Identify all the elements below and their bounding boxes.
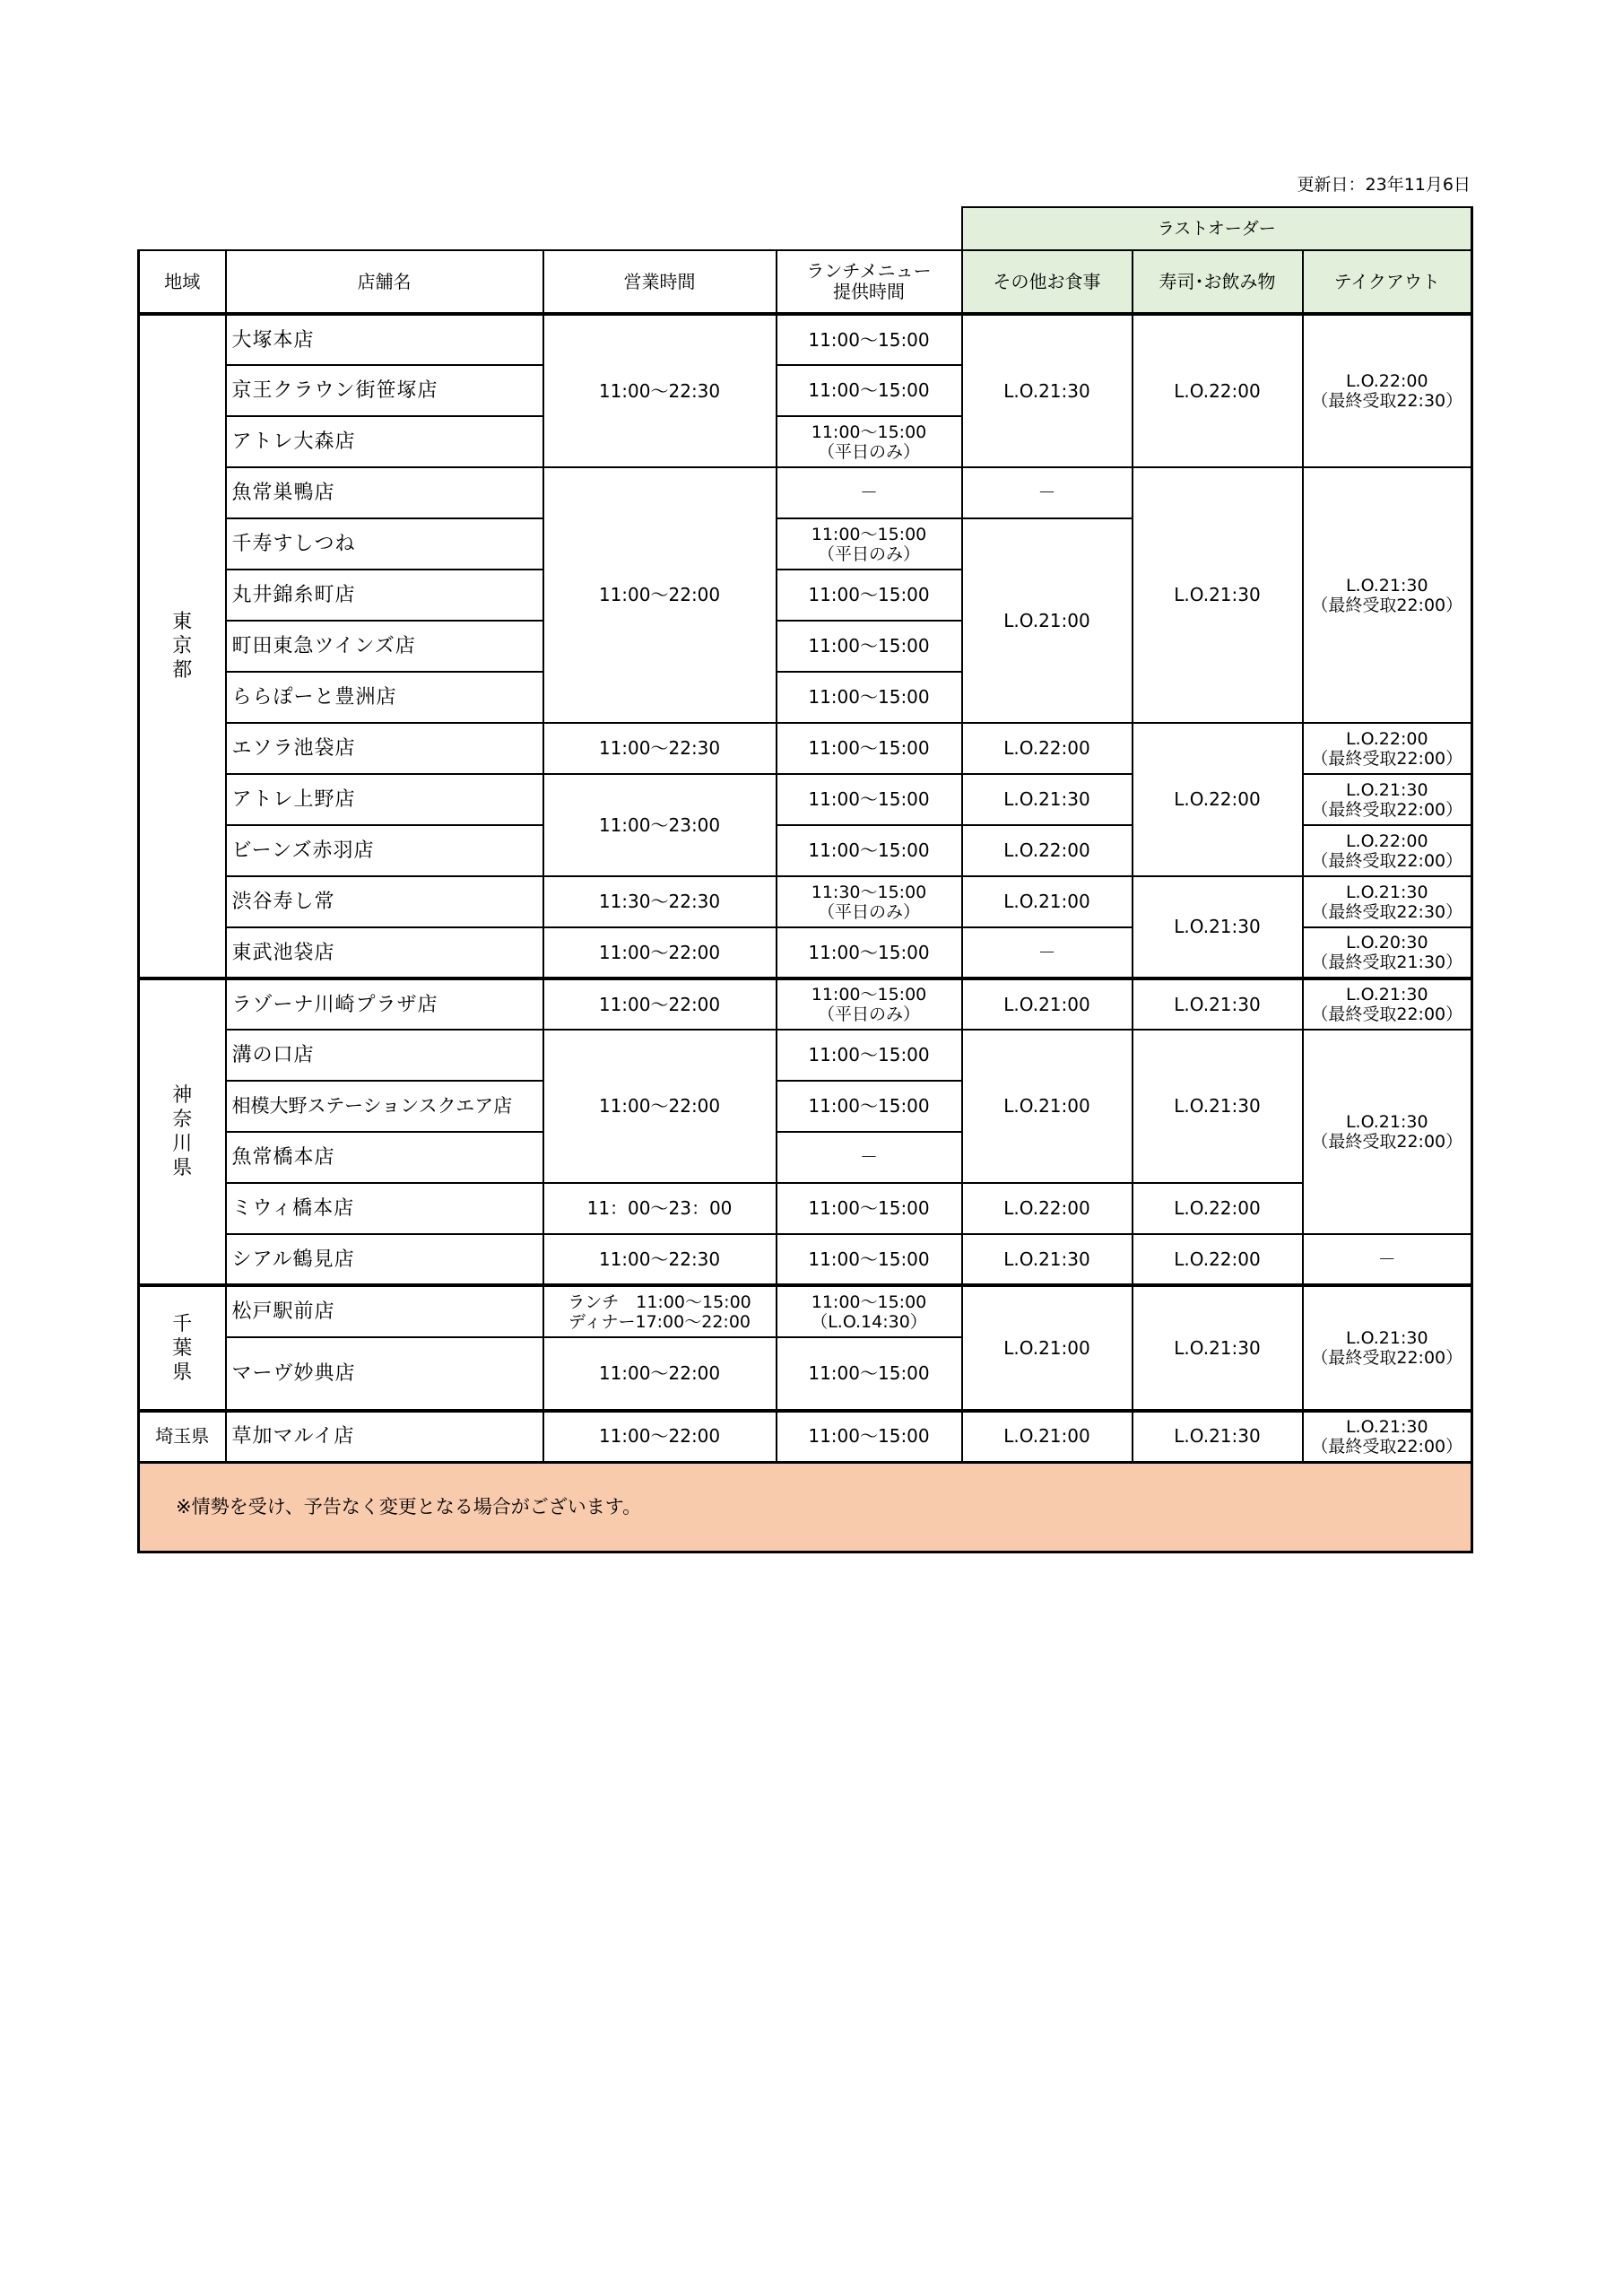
region-header: 地域: [139, 250, 226, 314]
table-row: [139, 314, 1472, 365]
hours-cell: 11:00～22:30: [543, 1234, 777, 1285]
lunch-cell: 11:00～15:00: [777, 1337, 962, 1411]
hours-cell: 11:00～22:00: [543, 467, 777, 723]
lunch-cell: －: [777, 467, 962, 518]
lo-food-cell: L.O.21:30: [962, 1234, 1133, 1285]
lunch-cell: 11:00～15:00: [777, 314, 962, 365]
hours-cell: ランチ 11:00～15:00 ディナー17:00～22:00: [543, 1285, 777, 1337]
last-order-header: ラストオーダー: [962, 207, 1472, 250]
table-row: [139, 467, 1472, 518]
takeout-cell: L.O.20:30 （最終受取21:30）: [1303, 927, 1472, 978]
takeout-cell: L.O.21:30 （最終受取22:00）: [1303, 978, 1472, 1030]
lo-food-cell: L.O.21:30: [962, 774, 1133, 825]
lo-food-cell: －: [962, 927, 1133, 978]
lunch-cell: 11:00～15:00: [777, 927, 962, 978]
lunch-cell: 11:00～15:00 （平日のみ）: [777, 416, 962, 467]
lunch-cell: 11:00～15:00: [777, 1234, 962, 1285]
store-name: 大塚本店: [226, 314, 543, 365]
lunch-cell: 11:00～15:00: [777, 672, 962, 723]
lo-food-cell: L.O.21:00: [962, 1411, 1133, 1462]
store-name: エソラ池袋店: [226, 723, 543, 774]
store-name: 千寿すしつね: [226, 518, 543, 570]
hours-header: 営業時間: [543, 250, 777, 314]
hours-cell: 11:00～22:00: [543, 1030, 777, 1183]
store-name: ラゾーナ川崎プラザ店: [226, 978, 543, 1030]
lunch-cell: 11:00～15:00: [777, 570, 962, 621]
takeout-header: テイクアウト: [1303, 250, 1472, 314]
store-header: 店舗名: [226, 250, 543, 314]
lunch-cell: 11:00～15:00: [777, 1081, 962, 1132]
store-name: 丸井錦糸町店: [226, 570, 543, 621]
lo-sushi-cell: L.O.21:30: [1133, 1030, 1303, 1183]
takeout-cell: L.O.21:30 （最終受取22:00）: [1303, 774, 1472, 825]
lunch-cell: 11:00～15:00: [777, 723, 962, 774]
table-row: [139, 1285, 1472, 1337]
lo-sushi-cell: L.O.21:30: [1133, 1285, 1303, 1411]
lunch-cell: 11:00～15:00: [777, 1030, 962, 1081]
lo-sushi-cell: L.O.21:30: [1133, 467, 1303, 723]
lo-sushi-cell: L.O.21:30: [1133, 876, 1303, 978]
takeout-cell: L.O.22:00 （最終受取22:00）: [1303, 825, 1472, 876]
hours-cell: 11:00～22:00: [543, 1337, 777, 1411]
hours-cell: 11:00～22:00: [543, 1411, 777, 1462]
lo-sushi-cell: L.O.21:30: [1133, 1411, 1303, 1462]
store-hours-table: [137, 206, 1473, 1553]
lunch-cell: 11:00～15:00 （L.O.14:30）: [777, 1285, 962, 1337]
lo-sushi-cell: L.O.22:00: [1133, 314, 1303, 467]
hours-cell: 11:00～22:00: [543, 978, 777, 1030]
takeout-cell: L.O.21:30 （最終受取22:00）: [1303, 1411, 1472, 1462]
lo-food-cell: L.O.21:00: [962, 876, 1133, 927]
table-row: [139, 1411, 1472, 1462]
lunch-cell: 11:00～15:00 （平日のみ）: [777, 518, 962, 570]
lunch-cell: 11:30～15:00 （平日のみ）: [777, 876, 962, 927]
store-name: 相模大野ステーションスクエア店: [226, 1081, 543, 1132]
lunch-header: ランチメニュー 提供時間: [777, 250, 962, 314]
lo-food-cell: L.O.21:00: [962, 518, 1133, 723]
table-row: [139, 978, 1472, 1030]
takeout-cell: －: [1303, 1234, 1472, 1285]
notice: ※情勢を受け、予告なく変更となる場合がございます。: [139, 1462, 1472, 1552]
hours-cell: 11:00～23:00: [543, 774, 777, 876]
lunch-cell: 11:00～15:00: [777, 774, 962, 825]
lo-food-cell: L.O.21:30: [962, 314, 1133, 467]
lunch-cell: 11:00～15:00 （平日のみ）: [777, 978, 962, 1030]
store-name: 町田東急ツインズ店: [226, 621, 543, 672]
region-saitama: 埼玉県: [139, 1411, 226, 1462]
table-row: [139, 1234, 1472, 1285]
store-name: 草加マルイ店: [226, 1411, 543, 1462]
hours-cell: 11：00～23：00: [543, 1183, 777, 1234]
store-name: ミウィ橋本店: [226, 1183, 543, 1234]
store-name: 渋谷寿し常: [226, 876, 543, 927]
header-spacer: [139, 207, 962, 250]
lo-food-cell: L.O.21:00: [962, 1030, 1133, 1183]
store-name: 京王クラウン街笹塚店: [226, 365, 543, 416]
takeout-cell: L.O.22:00 （最終受取22:30）: [1303, 314, 1472, 467]
store-name: 松戸駅前店: [226, 1285, 543, 1337]
store-name: 魚常橋本店: [226, 1132, 543, 1183]
lo-food-cell: L.O.22:00: [962, 825, 1133, 876]
region-kanagawa: 神 奈 川 県: [139, 978, 226, 1285]
table-row: [139, 1030, 1472, 1081]
other-food-header: その他お食事: [962, 250, 1133, 314]
store-name: 東武池袋店: [226, 927, 543, 978]
hours-cell: 11:00～22:30: [543, 723, 777, 774]
store-name: ららぽーと豊洲店: [226, 672, 543, 723]
table-row: [139, 723, 1472, 774]
lunch-cell: 11:00～15:00: [777, 825, 962, 876]
lunch-cell: 11:00～15:00: [777, 365, 962, 416]
lo-sushi-cell: L.O.22:00: [1133, 1234, 1303, 1285]
lo-food-cell: L.O.21:00: [962, 1285, 1133, 1411]
table-row: [139, 876, 1472, 927]
lo-food-cell: L.O.22:00: [962, 1183, 1133, 1234]
store-name: シアル鶴見店: [226, 1234, 543, 1285]
lo-sushi-cell: L.O.22:00: [1133, 1183, 1303, 1234]
store-name: アトレ上野店: [226, 774, 543, 825]
lo-sushi-cell: L.O.21:30: [1133, 978, 1303, 1030]
lo-food-cell: L.O.21:00: [962, 978, 1133, 1030]
lunch-cell: 11:00～15:00: [777, 1411, 962, 1462]
lunch-cell: 11:00～15:00: [777, 621, 962, 672]
lo-food-cell: －: [962, 467, 1133, 518]
takeout-cell: L.O.21:30 （最終受取22:00）: [1303, 1030, 1472, 1234]
region-chiba: 千 葉 県: [139, 1285, 226, 1411]
hours-cell: 11:00～22:30: [543, 314, 777, 467]
takeout-cell: L.O.21:30 （最終受取22:00）: [1303, 467, 1472, 723]
table-row: [139, 1183, 1472, 1234]
takeout-cell: L.O.21:30 （最終受取22:00）: [1303, 1285, 1472, 1411]
hours-cell: 11:00～22:00: [543, 927, 777, 978]
update-date: 更新日：23年11月6日: [1297, 175, 1471, 195]
takeout-cell: L.O.21:30 （最終受取22:30）: [1303, 876, 1472, 927]
lunch-cell: －: [777, 1132, 962, 1183]
store-name: 魚常巣鴨店: [226, 467, 543, 518]
store-name: 溝の口店: [226, 1030, 543, 1081]
store-name: アトレ大森店: [226, 416, 543, 467]
takeout-cell: L.O.22:00 （最終受取22:00）: [1303, 723, 1472, 774]
sushi-drinks-header: 寿司･お飲み物: [1133, 250, 1303, 314]
lunch-cell: 11:00～15:00: [777, 1183, 962, 1234]
store-name: ビーンズ赤羽店: [226, 825, 543, 876]
hours-cell: 11:30～22:30: [543, 876, 777, 927]
store-name: マーヴ妙典店: [226, 1337, 543, 1411]
region-tokyo: 東 京 都: [139, 314, 226, 978]
lo-sushi-cell: L.O.22:00: [1133, 723, 1303, 876]
lo-food-cell: L.O.22:00: [962, 723, 1133, 774]
